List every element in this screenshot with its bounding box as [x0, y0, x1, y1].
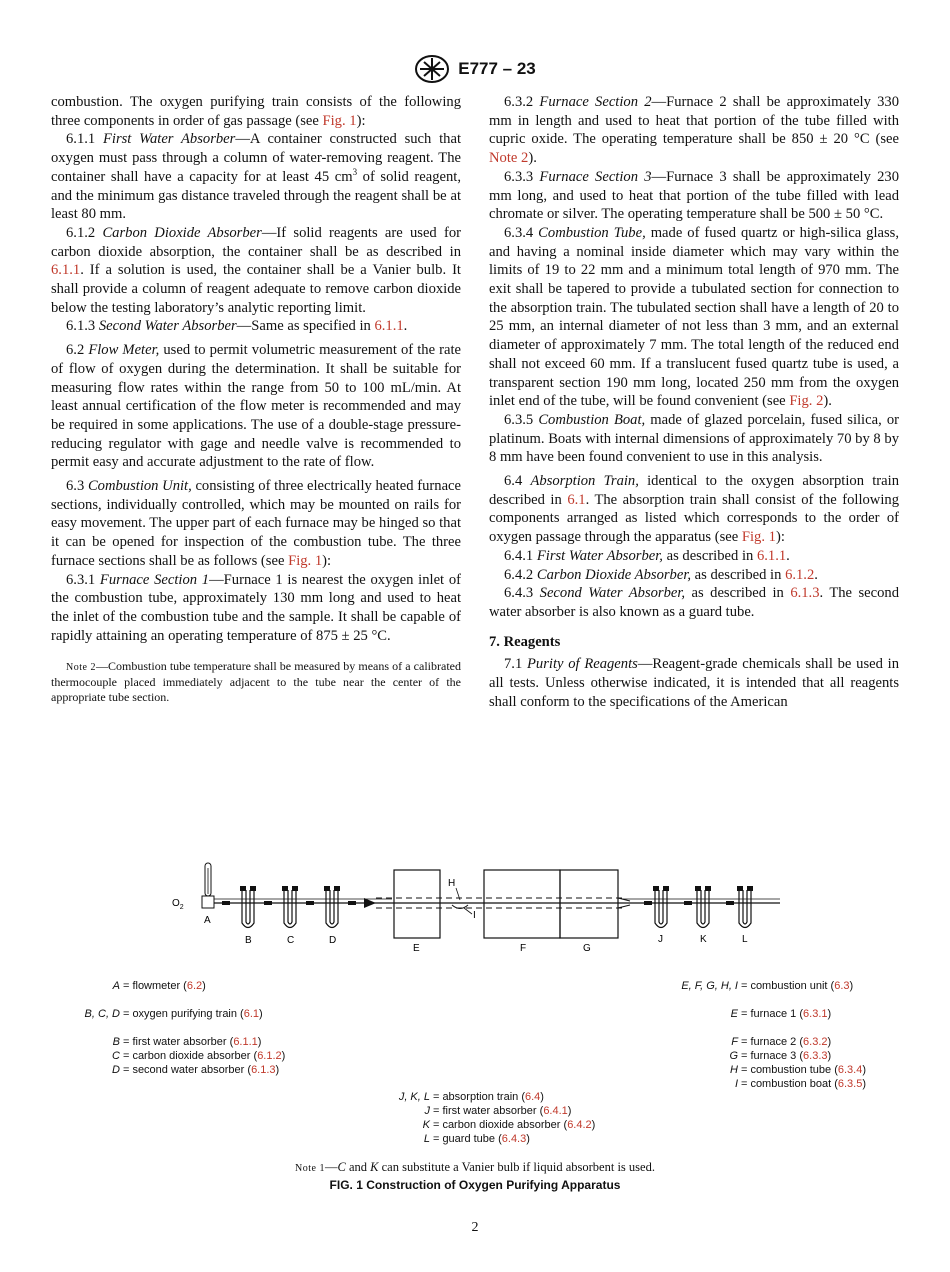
legend-item: K = carbon dioxide absorber (6.4.2) — [422, 1119, 596, 1131]
legend-item: B, C, D = oxygen purifying train (6.1) — [84, 1008, 263, 1020]
legend-right — [660, 979, 866, 1091]
apparatus-diagram — [160, 848, 800, 958]
legend-item: J = first water absorber (6.4.1) — [424, 1105, 572, 1117]
legend-item: D = second water absorber (6.1.3) — [112, 1064, 280, 1076]
label-B: B — [245, 935, 252, 946]
legend-left — [60, 979, 285, 1077]
paragraph-6-3-1: 6.3.1 Furnace Section 1—Furnace 1 is nearest the oxygen inlet of the combustion tube, approximately 130 mm long and used to heat the inlet of the combustion tube and the sample. It shall be capable of rapidly attaining an operating temperature of 875 ± 25 °C. — [51, 571, 461, 644]
fig1-link[interactable]: Fig. 1 — [741, 529, 776, 546]
label-J: J — [658, 934, 663, 945]
legend-item: I = combustion boat (6.3.5) — [734, 1078, 867, 1090]
figure-caption: FIG. 1 Construction of Oxygen Purifying Apparatus — [329, 1178, 621, 1192]
legend-ref-link[interactable]: 6.1.3 — [251, 1064, 276, 1076]
label-H: H — [448, 878, 456, 889]
legend-ref-link[interactable]: 6.1.2 — [257, 1050, 282, 1062]
flow-arrow-icon — [364, 898, 376, 908]
legend-item: B = first water absorber (6.1.1) — [112, 1036, 262, 1048]
legend-item: J, K, L = absorption train (6.4) — [398, 1091, 544, 1103]
legend-ref-link[interactable]: 6.3 — [834, 980, 850, 992]
label-E: E — [413, 943, 420, 954]
section-7-heading: 7. Reagents — [489, 633, 561, 650]
page-number: 2 — [471, 1220, 479, 1235]
paragraph-7-1: 7.1 Purity of Reagents—Reagent-grade chemicals shall be used in all tests. Unless otherwise indicated, it is intended that all reagents shall conform to the specifications of the American — [489, 656, 899, 710]
legend-ref-link[interactable]: 6.3.1 — [803, 1008, 828, 1020]
paragraph-6-4-1: 6.4.1 First Water Absorber, as described in 6.1.1. — [504, 547, 790, 564]
legend-item: E, F, G, H, I = combustion unit (6.3) — [681, 980, 854, 992]
legend-ref-link[interactable]: 6.3.4 — [837, 1064, 863, 1076]
label-I: I — [473, 910, 476, 921]
legend-item: E = furnace 1 (6.3.1) — [730, 1008, 832, 1020]
legend-item: A = flowmeter (6.2) — [112, 980, 206, 992]
paragraph-6-4-2: 6.4.2 Carbon Dioxide Absorber, as described in 6.1.2. — [504, 566, 818, 583]
label-K: K — [700, 934, 707, 945]
left-column — [51, 93, 461, 705]
fig2-link[interactable]: Fig. 2 — [789, 393, 824, 410]
legend-item: L = guard tube (6.4.3) — [423, 1133, 530, 1145]
legend-center — [376, 1090, 595, 1146]
standard-code: E777 – 23 — [458, 59, 536, 78]
legend-ref-link[interactable]: 6.4 — [524, 1091, 541, 1103]
label-G: G — [583, 943, 591, 954]
legend-ref-link[interactable]: 6.3.2 — [803, 1036, 828, 1048]
legend-item: G = furnace 3 (6.3.3) — [729, 1050, 832, 1062]
label-C: C — [287, 935, 295, 946]
ref-6-1-link[interactable]: 6.1 — [567, 491, 586, 508]
paragraph-intro: combustion. The oxygen purifying train consists of the following three components in order of gas passage (see Fig. 1): — [51, 94, 461, 129]
astm-logo-icon — [414, 54, 450, 84]
ref-6-1-1-link[interactable]: 6.1.1 — [51, 262, 81, 279]
paragraph-6-4: 6.4 Absorption Train, identical to the oxygen absorption train described in 6.1. The absorption train shall consist of the following components arranged as listed which corresponds to the order of oxygen passage through the apparatus (see Fig. 1): — [489, 473, 899, 546]
paragraph-6-3-5: 6.3.5 Combustion Boat, made of glazed porcelain, fused silica, or platinum. Boats with internal dimensions of approximately 70 by 8 by 8 mm have been found convenient to use in this analysis. — [489, 411, 899, 466]
ref-6-1-3-link[interactable]: 6.1.3 — [790, 585, 820, 602]
label-F: F — [520, 943, 527, 954]
note2-link[interactable]: Note 2 — [489, 150, 529, 167]
flowmeter-A — [202, 863, 214, 908]
legend-ref-link[interactable]: 6.1.1 — [233, 1036, 258, 1048]
legend-ref-link[interactable]: 6.2 — [186, 980, 203, 992]
legend-ref-link[interactable]: 6.3.5 — [837, 1078, 863, 1090]
paragraph-6-3: 6.3 Combustion Unit, consisting of three electrically heated furnace sections, individually controlled, which may be mounted on rails for easy movement. The upper part of each furnace may be hinged so that it can be opened for inspection of the combustion tube. The three furnace sections shall be as follows (see Fig. 1): — [51, 478, 461, 569]
label-D: D — [329, 935, 337, 946]
page-header — [0, 54, 950, 84]
legend-ref-link[interactable]: 6.1 — [243, 1008, 260, 1020]
legend-ref-link[interactable]: 6.4.1 — [543, 1105, 568, 1117]
paragraph-6-2: 6.2 Flow Meter, used to permit volumetric measurement of the rate of flow of oxygen during the determination. It shall be suitable for measuring flow rates within the range from 50 to 100 mL/min. At least annual certification of the flow meter is recommended and may be required in some applications. The use of a double-stage pressure-reducing regulator with gage and needle valve is recommended to permit easy and accurate adjustment to the rate of flow. — [51, 342, 461, 471]
ref-6-1-1-link[interactable]: 6.1.1 — [756, 547, 787, 564]
ref-6-1-2-link[interactable]: 6.1.2 — [785, 566, 815, 583]
paragraph-6-1-2: 6.1.2 Carbon Dioxide Absorber—If solid reagents are used for carbon dioxide absorption, the container shall be as described in 6.1.1. If a solution is used, the container shall be a Vanier bulb. It shall provide a column of reagent adequate to remove carbon dioxide below the testing laboratory’s analytic reporting limit. — [51, 224, 462, 316]
legend-item: F = furnace 2 (6.3.2) — [731, 1036, 832, 1048]
paragraph-6-1-1: 6.1.1 First Water Absorber—A container constructed such that oxygen must pass through a column of water-removing reagent. The container shall have a capacity for at least 45 $cm^3$ of solid reagent, and the minimum gas distance traveled through the reagent shall be at least 80 mm. — [51, 131, 461, 223]
paragraph-6-3-3: 6.3.3 Furnace Section 3—Furnace 3 shall be approximately 230 mm long, and used to heat that portion of the tube filled with lead chromate or silver. The operating temperature shall be 500 ± 50 °C. — [489, 168, 899, 223]
purifying-u-tubes — [242, 890, 751, 928]
legend-item: C = carbon dioxide absorber (6.1.2) — [112, 1050, 286, 1062]
paragraph-6-3-4: 6.3.4 Combustion Tube, made of fused quartz or high-silica glass, and having a nominal inside diameter which may vary within the limits of 19 to 22 mm and a minimum total length of 970 mm. The exit shall be tapered to provide a tubulated section for connection to the absorption train. The tubulated section shall have a length of 20 to 25 mm, an internal diameter of not less than 3 mm, and an external diameter of approximately 7 mm. The total length of the reduced end shall not exceed 60 mm. If a translucent fused quartz tube is used, a transparent section 190 mm long, located 250 mm from the oxygen inlet end of the tube, will be found convenient (see Fig. 2). — [489, 224, 899, 410]
right-column — [489, 93, 899, 712]
note-2: Note 2—Combustion tube temperature shall be measured by means of a calibrated thermocouple placed immediately adjacent to the tube near the center of the appropriate tube section. — [51, 659, 461, 705]
legend-ref-link[interactable]: 6.3.3 — [803, 1050, 828, 1062]
label-L: L — [742, 934, 748, 945]
o2-inlet-label: $O_2$ — [172, 898, 184, 911]
furnace-F — [484, 870, 560, 938]
fig1-link[interactable]: Fig. 1 — [322, 112, 357, 129]
legend-ref-link[interactable]: 6.4.3 — [501, 1133, 527, 1145]
legend-item: H = combustion tube (6.3.4) — [730, 1064, 867, 1076]
figure-note-1: Note 1—C and K can substitute a Vanier bulb if liquid absorbent is used. — [295, 1160, 655, 1174]
label-A: A — [204, 915, 211, 926]
ref-6-1-1-link[interactable]: 6.1.1 — [374, 318, 404, 335]
furnace-G — [560, 870, 618, 938]
legend-ref-link[interactable]: 6.4.2 — [567, 1119, 592, 1131]
paragraph-6-1-3: 6.1.3 Second Water Absorber—Same as specified in 6.1.1. — [66, 318, 408, 335]
paragraph-6-3-2: 6.3.2 Furnace Section 2—Furnace 2 shall be approximately 330 mm in length and used to heat that portion of the tube filled with cupric oxide. The operating temperature shall be 850 ± 20 °C (see Note 2). — [489, 94, 899, 167]
paragraph-6-4-3: 6.4.3 Second Water Absorber, as described in 6.1.3. The second water absorber is also known as a guard tube. — [489, 585, 899, 620]
furnace-E — [394, 870, 440, 938]
fig1-link[interactable]: Fig. 1 — [288, 552, 323, 569]
